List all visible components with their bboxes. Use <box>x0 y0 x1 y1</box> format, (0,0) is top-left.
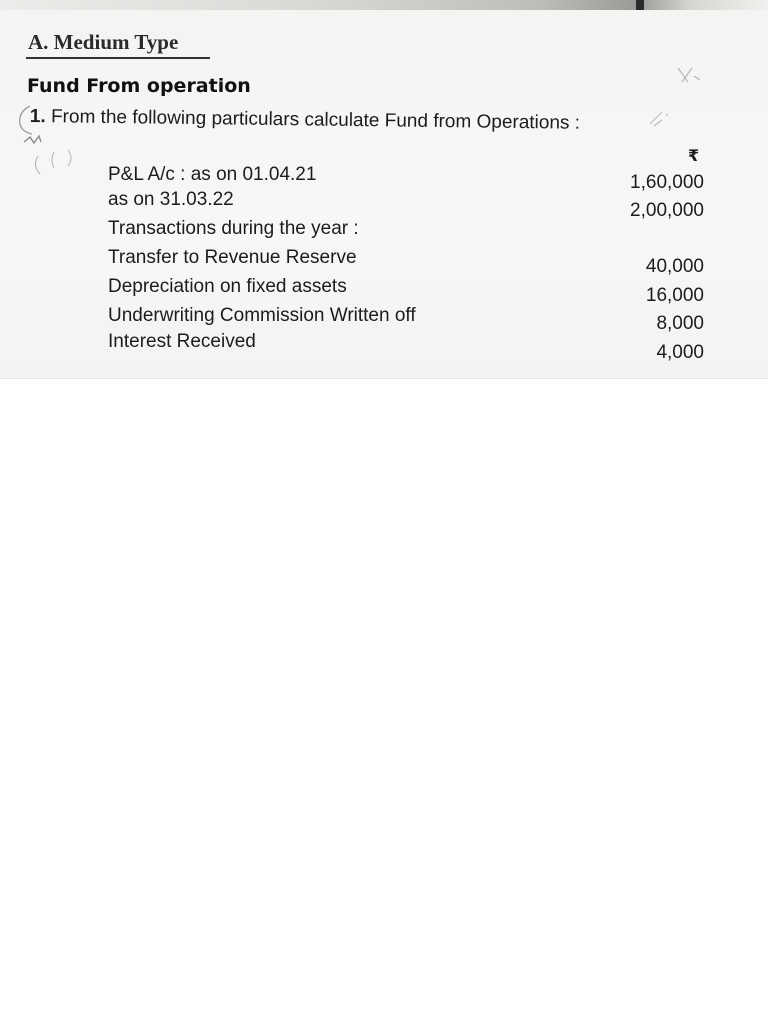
page-edge-shadow <box>0 0 768 10</box>
particular-value: 16,000 <box>645 285 704 306</box>
page-edge-mark <box>636 0 644 10</box>
particular-value: 2,00,000 <box>630 200 704 221</box>
particular-value: 8,000 <box>656 313 704 334</box>
particular-label: as on 31.03.22 <box>108 189 234 210</box>
question-number: 1. <box>29 106 46 128</box>
pencil-mark-icon <box>672 62 712 90</box>
particular-label: Interest Received <box>108 331 256 352</box>
subtitle: Fund From operation <box>27 75 251 97</box>
particular-label: Transfer to Revenue Reserve <box>108 247 357 268</box>
pencil-mark-icon <box>644 106 680 134</box>
section-title-underline <box>26 57 210 59</box>
particular-label: Transactions during the year : <box>108 218 359 239</box>
particular-label: P&L A/c : as on 01.04.21 <box>108 164 317 185</box>
particular-value: 4,000 <box>656 342 704 363</box>
particular-value: 1,60,000 <box>630 172 704 193</box>
rupee-symbol: ₹ <box>688 146 700 165</box>
section-title: A. Medium Type <box>28 30 179 54</box>
particular-value: 40,000 <box>645 256 704 277</box>
pencil-scribble-icon <box>10 100 90 180</box>
particular-label: Underwriting Commission Written off <box>108 305 416 326</box>
question-text: From the following particulars calculate Fund from Operations : <box>50 106 581 134</box>
particular-label: Depreciation on fixed assets <box>108 276 347 297</box>
